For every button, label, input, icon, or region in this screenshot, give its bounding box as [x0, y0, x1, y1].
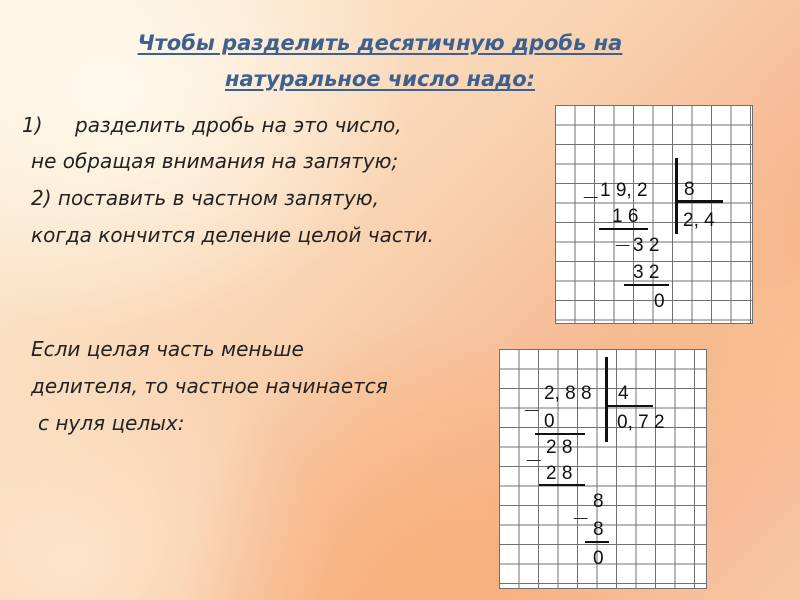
minus-sign: _: [574, 495, 588, 522]
division-bracket-vertical: [605, 357, 608, 442]
division-bracket-horizontal: [605, 405, 653, 407]
rule-step2-line2: когда кончится деление целой части.: [31, 223, 434, 247]
dividend: 1 9, 2: [600, 180, 648, 201]
minus-sign: _: [525, 387, 539, 414]
divisor: 4: [618, 383, 629, 404]
remainder-1: 3 2: [633, 235, 660, 256]
dividend: 2, 8 8: [544, 383, 592, 404]
rule-step1-line1: разделить дробь на это число,: [75, 113, 402, 137]
subtrahend-1: 1 6: [612, 206, 639, 227]
final-remainder: 0: [654, 291, 665, 312]
quotient: 0, 7 2: [617, 412, 665, 433]
rule-step2-line1: 2) поставить в частном запятую,: [31, 186, 379, 210]
division-bracket-horizontal: [675, 200, 723, 203]
minus-sign: _: [616, 222, 630, 249]
rule-number-1: 1): [22, 113, 43, 137]
subtraction-line-3: [585, 541, 609, 543]
minus-sign: _: [527, 437, 541, 464]
rule-step1-line2: не обращая внимания на запятую;: [31, 149, 399, 173]
divisor: 8: [684, 179, 695, 200]
subtrahend-1: 0: [544, 411, 555, 432]
division-bracket-vertical: [675, 158, 678, 234]
remainder-1: 2 8: [546, 437, 573, 458]
final-remainder: 0: [593, 548, 604, 569]
subtraction-line-2: [624, 284, 669, 286]
note-line3: с нуля целых:: [38, 411, 185, 435]
remainder-2: 8: [593, 491, 604, 512]
note-line1: Если целая часть меньше: [31, 337, 304, 361]
minus-sign: _: [584, 174, 598, 201]
subtraction-line-2: [539, 484, 585, 486]
subtraction-line-1: [535, 433, 585, 435]
note-line2: делителя, то частное начинается: [31, 374, 388, 398]
quotient: 2, 4: [683, 210, 715, 231]
subtrahend-2: 3 2: [633, 262, 660, 283]
title-line-1: Чтобы разделить десятичную дробь на: [137, 31, 623, 55]
title-line-2: натуральное число надо:: [224, 67, 536, 91]
subtrahend-3: 8: [593, 519, 604, 540]
subtrahend-2: 2 8: [546, 463, 573, 484]
